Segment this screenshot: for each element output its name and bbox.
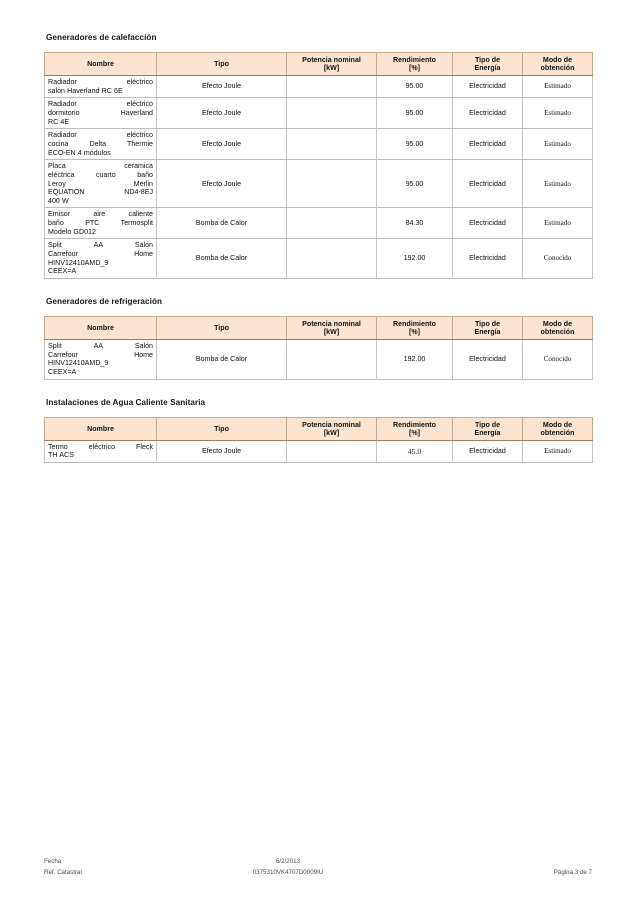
column-header-potencia-line2: [kW] <box>323 327 340 336</box>
cell-nombre-line: HINV12410AMD_9 <box>48 359 109 368</box>
cell-nombre <box>45 239 157 279</box>
cell-energia: Electricidad <box>453 208 523 239</box>
column-header-potencia <box>287 417 377 440</box>
column-header-energia-line2: Energía <box>474 64 501 72</box>
cell-rendimiento: 95.00 <box>377 129 453 160</box>
cell-nombre-line: ECO-EN 4 módulos <box>48 148 111 157</box>
cell-nombre-line: salón Haverland RC 6E <box>48 86 123 95</box>
cell-potencia <box>287 239 377 279</box>
cell-energia: Electricidad <box>453 440 523 462</box>
cell-nombre-line: CEEX=A <box>48 267 77 276</box>
cell-tipo: Bomba de Calor <box>157 239 287 279</box>
page-footer <box>44 856 592 878</box>
installations-table <box>44 316 593 380</box>
column-header-modo-line2: obtención <box>540 64 575 72</box>
column-header-potencia-line1: Potencia nominal <box>302 420 361 429</box>
column-header-modo-line2: obtención <box>540 327 575 336</box>
cell-nombre-line: CEEX=A <box>48 368 77 377</box>
cell-nombre-line: baño PTC Termosplit <box>48 219 153 228</box>
installations-table <box>44 52 593 279</box>
cell-nombre-line: Split AA Salón <box>48 342 153 351</box>
column-header-energia-line2: Energía <box>474 327 501 336</box>
cell-potencia <box>287 208 377 239</box>
table-header-row <box>45 52 593 75</box>
sections-container <box>44 33 592 481</box>
cell-tipo: Efecto Joule <box>157 160 287 208</box>
column-header-tipo: Tipo <box>157 316 287 339</box>
cell-energia: Electricidad <box>453 76 523 98</box>
table-row <box>45 340 593 380</box>
cell-energia: Electricidad <box>453 129 523 160</box>
column-header-potencia <box>287 316 377 339</box>
cell-rendimiento: 45.0 <box>377 440 453 462</box>
cell-energia: Electricidad <box>453 239 523 279</box>
column-header-energia-line1: Tipo de <box>474 420 501 429</box>
table-row <box>45 440 593 462</box>
cell-nombre <box>45 208 157 239</box>
cell-nombre-line: Radiador eléctrico <box>48 78 153 87</box>
section-spacer <box>44 463 592 481</box>
column-header-potencia-line1: Potencia nominal <box>302 319 361 328</box>
cell-modo-obtencion: Estimado <box>523 76 593 98</box>
cell-nombre-line: dormitorio Haverland <box>48 109 153 118</box>
cell-modo-obtencion: Estimado <box>523 208 593 239</box>
cell-nombre-line: EQUATION ND4-8EJ <box>48 188 153 197</box>
table-row <box>45 76 593 98</box>
column-header-modo-line1: Modo de <box>542 319 573 328</box>
cell-modo-obtencion: Conocido <box>523 239 593 279</box>
cell-energia: Electricidad <box>453 98 523 129</box>
section-1 <box>44 297 592 398</box>
column-header-rendimiento-line2: [%] <box>408 428 421 437</box>
column-header-nombre: Nombre <box>45 52 157 75</box>
cell-modo-obtencion: Estimado <box>523 129 593 160</box>
column-header-energia <box>453 52 523 75</box>
cell-potencia <box>287 440 377 462</box>
cell-energia: Electricidad <box>453 160 523 208</box>
table-row <box>45 239 593 279</box>
column-header-rendimiento <box>377 316 453 339</box>
section-2 <box>44 398 592 481</box>
column-header-potencia-line2: [kW] <box>323 64 340 72</box>
cell-nombre-line: RC 4E <box>48 117 70 126</box>
cell-nombre-line: HINV12410AMD_9 <box>48 258 109 267</box>
cell-potencia <box>287 76 377 98</box>
footer-fecha-value: 6/2/2013 <box>275 858 301 865</box>
column-header-potencia-line1: Potencia nominal <box>302 55 361 64</box>
cell-rendimiento: 192.00 <box>377 239 453 279</box>
cell-nombre-line: Leroy Merlin <box>48 179 153 188</box>
column-header-rendimiento-line1: Rendimiento <box>393 55 436 64</box>
column-header-energia <box>453 417 523 440</box>
section-spacer <box>44 380 592 398</box>
cell-potencia <box>287 98 377 129</box>
cell-potencia <box>287 129 377 160</box>
cell-nombre-line: Emisor aire caliente <box>48 210 153 219</box>
cell-nombre <box>45 76 157 98</box>
cell-potencia <box>287 340 377 380</box>
cell-rendimiento: 192.00 <box>377 340 453 380</box>
footer-ref-value: 0375310VK4707D0009IU <box>252 869 324 876</box>
installations-table <box>44 417 593 464</box>
cell-rendimiento: 95.00 <box>377 160 453 208</box>
column-header-potencia <box>287 52 377 75</box>
column-header-energia <box>453 316 523 339</box>
cell-nombre <box>45 340 157 380</box>
table-header-row <box>45 316 593 339</box>
cell-nombre-line: Placa ceramica <box>48 162 153 171</box>
column-header-modo <box>523 52 593 75</box>
cell-nombre-line: cocina Delta Thermie <box>48 140 153 148</box>
column-header-potencia-line2: [kW] <box>323 428 340 437</box>
column-header-rendimiento <box>377 417 453 440</box>
cell-modo-obtencion: Conocido <box>523 340 593 380</box>
cell-nombre-line: TH ACS <box>48 451 74 460</box>
column-header-energia-line2: Energía <box>474 428 501 437</box>
column-header-rendimiento-line1: Rendimiento <box>393 420 436 429</box>
cell-nombre <box>45 129 157 160</box>
cell-nombre-line: Radiador eléctrico <box>48 131 153 140</box>
table-row <box>45 208 593 239</box>
cell-tipo: Efecto Joule <box>157 76 287 98</box>
section-heading: Generadores de calefacción <box>46 33 157 42</box>
column-header-nombre: Nombre <box>45 316 157 339</box>
column-header-rendimiento-line2: [%] <box>408 64 421 72</box>
section-0 <box>44 33 592 297</box>
cell-rendimiento: 84.30 <box>377 208 453 239</box>
cell-nombre-line: Split AA Salón <box>48 241 153 250</box>
column-header-nombre: Nombre <box>45 417 157 440</box>
cell-potencia <box>287 160 377 208</box>
table-row <box>45 98 593 129</box>
column-header-rendimiento-line2: [%] <box>408 327 421 336</box>
section-spacer <box>44 279 592 297</box>
table-header-row <box>45 417 593 440</box>
footer-page-number: Página 3 de 7 <box>553 869 592 876</box>
cell-nombre-line: Carrefour Home <box>48 250 153 259</box>
section-heading: Generadores de refrigeración <box>46 296 163 306</box>
footer-fecha-label: Fecha <box>44 858 62 865</box>
cell-energia: Electricidad <box>453 340 523 380</box>
cell-nombre <box>45 440 157 462</box>
cell-tipo: Bomba de Calor <box>157 208 287 239</box>
footer-row-fecha <box>44 856 592 867</box>
table-row <box>45 129 593 160</box>
column-header-tipo: Tipo <box>157 417 287 440</box>
cell-nombre <box>45 98 157 129</box>
cell-nombre-line: Modelo GD012 <box>48 227 96 236</box>
column-header-modo <box>523 417 593 440</box>
column-header-modo-line2: obtención <box>540 428 575 437</box>
column-header-tipo: Tipo <box>157 52 287 75</box>
cell-modo-obtencion: Estimado <box>523 98 593 129</box>
cell-nombre-line: eléctrica cuarto baño <box>48 170 153 179</box>
column-header-rendimiento <box>377 52 453 75</box>
cell-nombre-line: Radiador eléctrico <box>48 100 153 109</box>
cell-rendimiento: 95.00 <box>377 76 453 98</box>
column-header-energia-line1: Tipo de <box>474 55 501 64</box>
column-header-modo <box>523 316 593 339</box>
footer-ref-label: Ref. Catastral <box>44 869 82 876</box>
cell-modo-obtencion: Estimado <box>523 440 593 462</box>
column-header-energia-line1: Tipo de <box>474 319 501 328</box>
cell-nombre-line: 400 W <box>48 196 69 205</box>
column-header-modo-line1: Modo de <box>542 420 573 429</box>
column-header-rendimiento-line1: Rendimiento <box>393 319 436 328</box>
table-row <box>45 160 593 208</box>
cell-nombre <box>45 160 157 208</box>
section-heading: Instalaciones de Agua Caliente Sanitaria <box>46 397 206 407</box>
footer-row-ref <box>44 867 592 878</box>
cell-rendimiento: 95.00 <box>377 98 453 129</box>
cell-tipo: Efecto Joule <box>157 129 287 160</box>
cell-nombre-line: Termo eléctrico Fleck <box>48 442 153 451</box>
column-header-modo-line1: Modo de <box>542 55 573 64</box>
cell-tipo: Bomba de Calor <box>157 340 287 380</box>
cell-tipo: Efecto Joule <box>157 440 287 462</box>
cell-tipo: Efecto Joule <box>157 98 287 129</box>
cell-modo-obtencion: Estimado <box>523 160 593 208</box>
cell-nombre-line: Carrefour Home <box>48 350 153 359</box>
